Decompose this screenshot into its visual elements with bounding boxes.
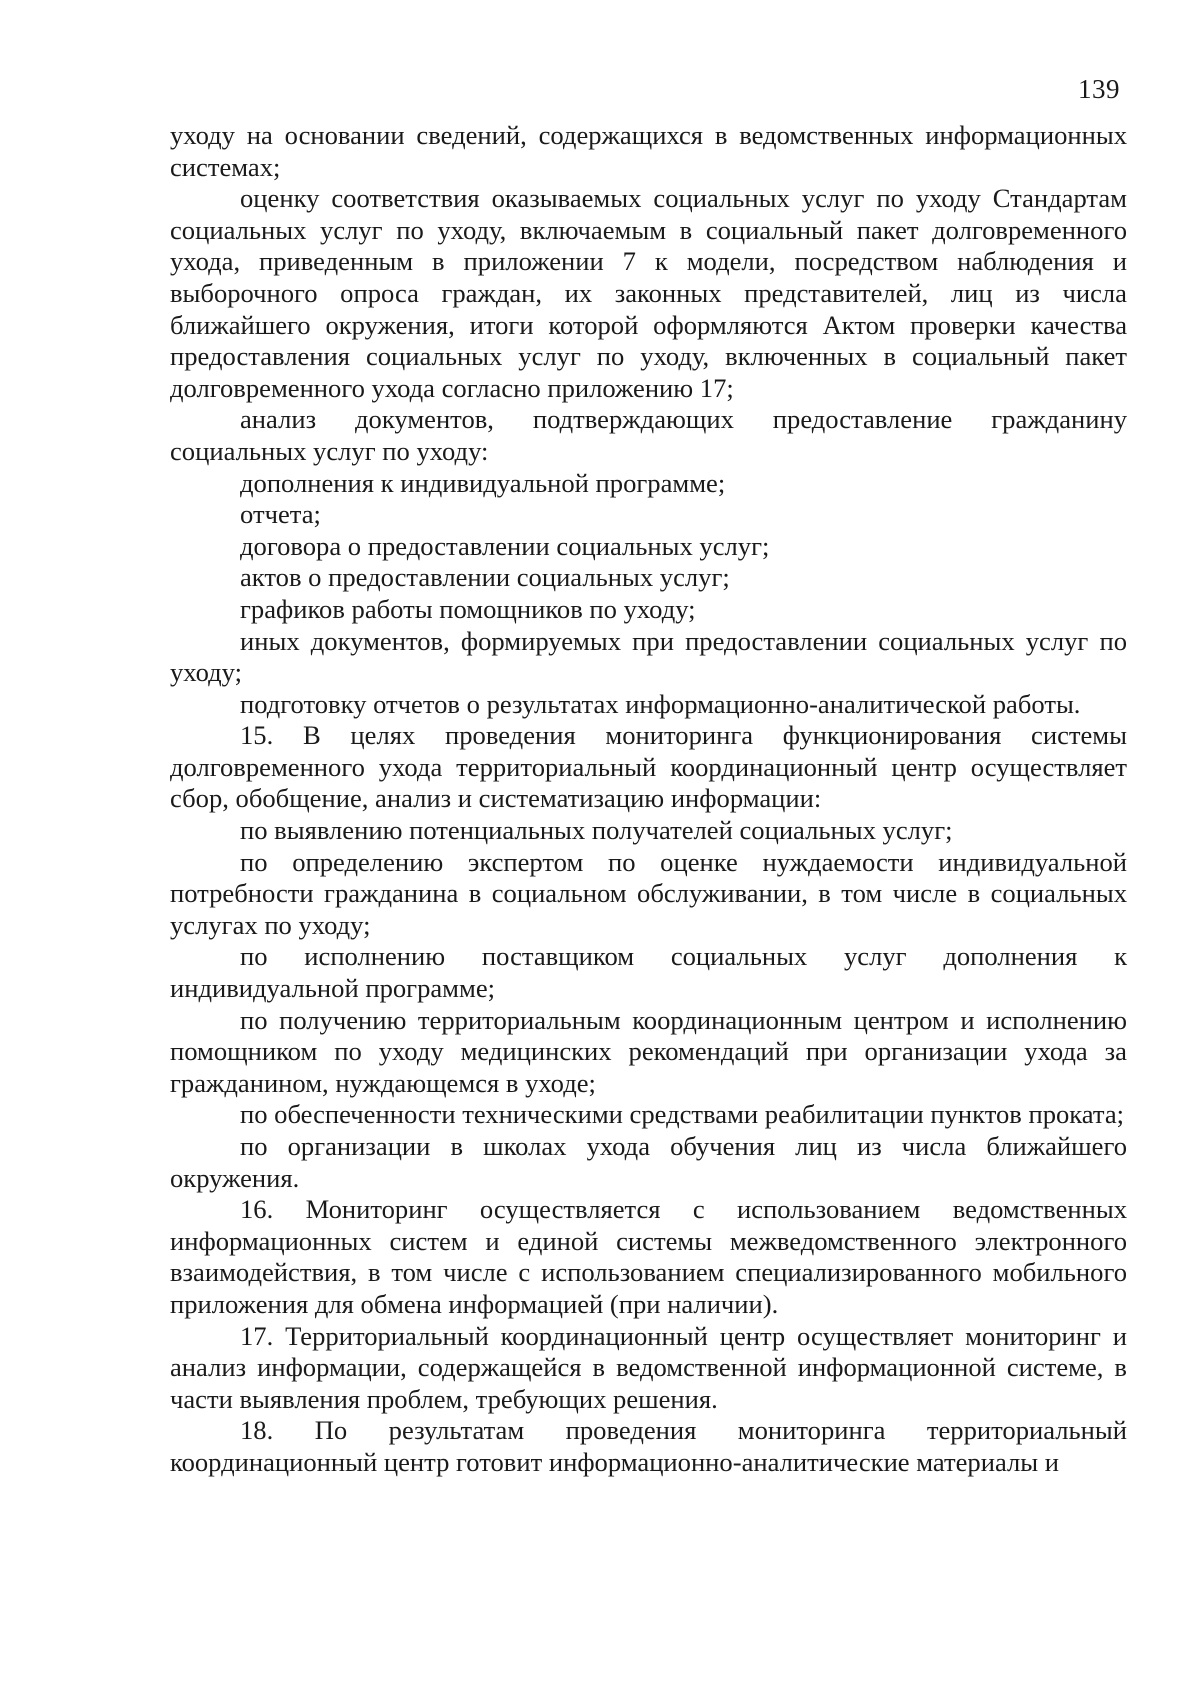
list-item: по определению экспертом по оценке нуждаемости индивидуальной потребности гражданина в социальном обслуживании, в том числе в социальных услугах по уходу; bbox=[170, 846, 1127, 940]
paragraph-clause-17: 17. Территориальный координационный центр осуществляет мониторинг и анализ информации, содержащейся в ведомственной информационной системе, в части выявления проблем, требующих решения. bbox=[170, 1320, 1127, 1414]
list-item: иных документов, формируемых при предоставлении социальных услуг по уходу; bbox=[170, 625, 1127, 688]
list-item: отчета; bbox=[240, 499, 321, 530]
document-body bbox=[170, 120, 1127, 1479]
list-item: по получению территориальным координационным центром и исполнению помощником по уходу медицинских рекомендаций при организации ухода за гражданином, нуждающемся в уходе; bbox=[170, 1004, 1127, 1098]
list-item: по обеспеченности техническими средствами реабилитации пунктов проката; bbox=[240, 1099, 1125, 1130]
paragraph-clause-18: 18. По результатам проведения мониторинга территориальный координационный центр готовит информационно-аналитические материалы и bbox=[170, 1415, 1127, 1477]
paragraph-clause-16: 16. Мониторинг осуществляется с использованием ведомственных информационных систем и единой системы межведомственного электронного взаимодействия, в том числе с использованием специализированного мобильного приложения для обмена информацией (при наличии). bbox=[170, 1194, 1127, 1319]
paragraph: подготовку отчетов о результатах информационно-аналитической работы. bbox=[240, 688, 1081, 719]
paragraph: анализ документов, подтверждающих предоставление гражданину социальных услуг по уходу: bbox=[170, 404, 1127, 466]
paragraph-clause-15: 15. В целях проведения мониторинга функционирования системы долговременного ухода территориальный координационный центр осуществляет сбор, обобщение, анализ и систематизацию информации: bbox=[170, 720, 1127, 814]
paragraph: оценку соответствия оказываемых социальных услуг по уходу Стандартам социальных услуг по уходу, включаемым в социальный пакет долговременного ухода, приведенным в приложении 7 к модели, посредством наблюдения и выборочного опроса граждан, их законных представителей, лиц из числа ближайшего окружения, итоги которой оформляются Актом проверки качества предоставления социальных услуг по уходу, включенных в социальный пакет долговременного ухода согласно приложению 17; bbox=[170, 183, 1127, 403]
list-item: графиков работы помощников по уходу; bbox=[240, 593, 696, 624]
list-item: договора о предоставлении социальных услуг; bbox=[240, 530, 770, 561]
list-item: дополнения к индивидуальной программе; bbox=[240, 467, 726, 498]
list-item: по исполнению поставщиком социальных услуг дополнения к индивидуальной программе; bbox=[170, 941, 1127, 1004]
list-item: по выявлению потенциальных получателей социальных услуг; bbox=[240, 815, 953, 846]
paragraph: уходу на основании сведений, содержащихся в ведомственных информационных системах; bbox=[170, 120, 1127, 182]
list-item: актов о предоставлении социальных услуг; bbox=[240, 562, 730, 593]
list-item: по организации в школах ухода обучения лиц из числа ближайшего окружения. bbox=[170, 1131, 1127, 1193]
page-number: 139 bbox=[1078, 74, 1120, 104]
